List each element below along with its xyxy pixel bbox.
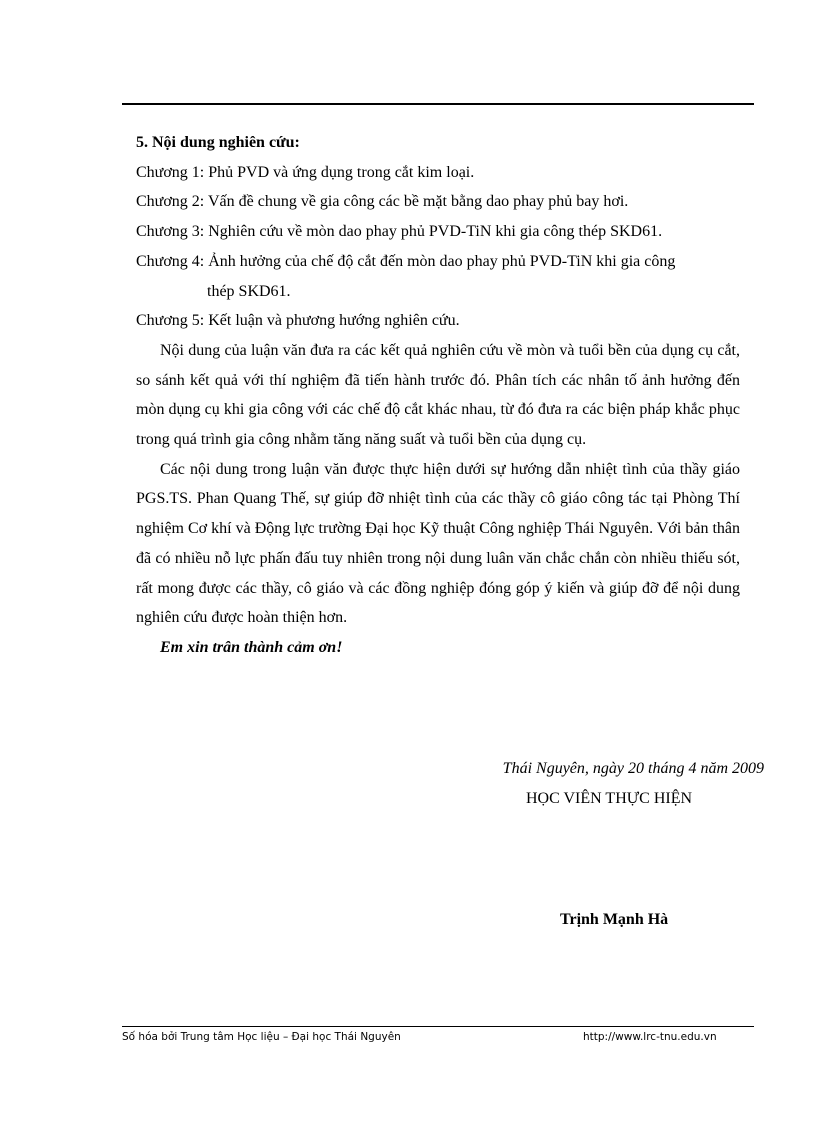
footer-source: Số hóa bởi Trung tâm Học liệu – Đại học Thái Nguyên bbox=[122, 1031, 401, 1043]
signature-role: HỌC VIÊN THỰC HIỆN bbox=[526, 790, 693, 807]
footer-rule bbox=[122, 1026, 754, 1027]
chapter-2: Chương 2: Vấn đề chung về gia công các bề mặt bằng dao phay phủ bay hơi. bbox=[136, 193, 629, 211]
footer-url: http://www.lrc-tnu.edu.vn bbox=[583, 1031, 717, 1043]
thanks-line: Em xin trân thành cảm ơn! bbox=[160, 638, 343, 656]
chapter-1: Chương 1: Phủ PVD và ứng dụng trong cắt kim loại. bbox=[136, 163, 475, 181]
signature-date: Thái Nguyên, ngày 20 tháng 4 năm 2009 bbox=[502, 760, 764, 777]
paragraph-content-summary: Nội dung của luận văn đưa ra các kết quả nghiên cứu về mòn và tuổi bền của dụng cụ cắt, so sánh kết quả với thí nghiệm đã tiến hành trước đó. Phân tích các nhân tố ảnh hưởng đến mòn dụng cụ khi gia công với các chế độ cắt khác nhau, từ đó đưa ra các biện pháp khắc phục trong quá trình gia công nhằm tăng năng suất và tuổi bền của dụng cụ. bbox=[136, 341, 740, 449]
signature-name: Trịnh Mạnh Hà bbox=[560, 911, 669, 928]
section-heading: 5. Nội dung nghiên cứu: bbox=[136, 134, 300, 151]
chapter-3: Chương 3: Nghiên cứu về mòn dao phay phủ PVD-TiN khi gia công thép SKD61. bbox=[136, 223, 663, 241]
document-body bbox=[136, 128, 740, 663]
header-rule bbox=[122, 103, 754, 105]
chapter-4-continuation: thép SKD61. bbox=[207, 282, 291, 300]
chapter-5: Chương 5: Kết luận và phương hướng nghiên cứu. bbox=[136, 312, 460, 330]
paragraph-acknowledgement: Các nội dung trong luận văn được thực hiện dưới sự hướng dẫn nhiệt tình của thầy giáo PGS.TS. Phan Quang Thế, sự giúp đỡ nhiệt tình của các thầy cô giáo công tác tại Phòng Thí nghiệm Cơ khí và Động lực trường Đại học Kỹ thuật Công nghiệp Thái Nguyên. Với bản thân đã có nhiều nỗ lực phấn đấu tuy nhiên trong nội dung luân văn chắc chắn còn nhiều thiếu sót, rất mong được các thầy, cô giáo và các đồng nghiệp đóng góp ý kiến và giúp đỡ để nội dung nghiên cứu được hoàn thiện hơn. bbox=[136, 460, 740, 627]
chapter-4: Chương 4: Ảnh hưởng của chế độ cắt đến mòn dao phay phủ PVD-TiN khi gia công bbox=[136, 252, 676, 270]
